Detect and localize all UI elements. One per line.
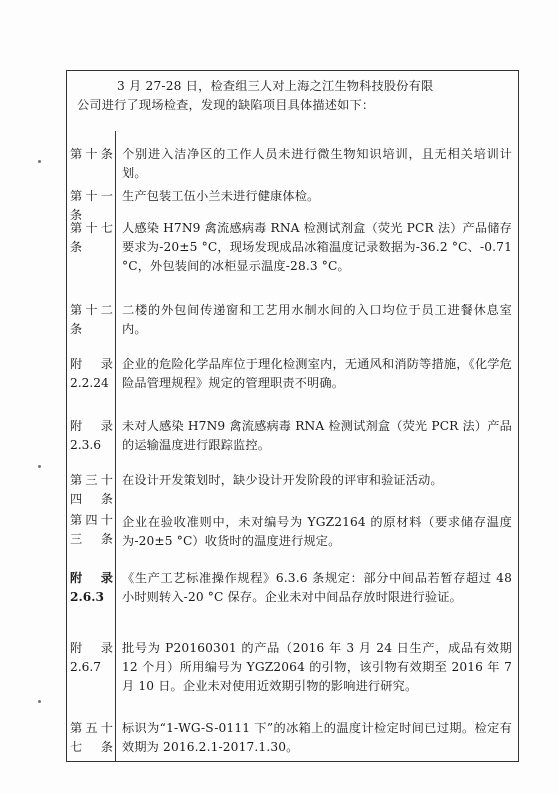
intro-line-2: 公司进行了现场检查，发现的缺陷项目具体描述如下： [77,98,375,112]
inspection-table [66,70,519,762]
defect-row [67,131,518,179]
clause-label: 第十七条 [67,205,116,287]
clause-label: 第十二条 [67,287,116,345]
scan-mark [38,700,41,703]
defect-row [67,461,518,507]
defect-row [67,507,518,555]
scan-mark [38,160,41,163]
defect-description: 批号为 P20160301 的产品（2016 年 3 月 24 日生产，成品有效期 12 个月）所用编号为 YGZ2064 的引物，该引物有效期至 2016 年 7 月 10 日。企业未对使用近效期引物的影响进行研究。 [122,641,512,693]
defect-description: 未对人感染 H7N9 禽流感病毒 RNA 检测试剂盒（荧光 PCR 法）产品的运输温度进行跟踪监控。 [122,419,512,452]
defect-description: 企业在验收准则中，未对编号为 YGZ2164 的原材料（要求储存温度为-20±5 °C）收货时的温度进行规定。 [122,515,512,548]
clause-label: 附 录 2.6.7 [67,623,116,707]
clause-label: 第四十三条 [67,507,116,555]
scan-mark [38,465,41,468]
clause-label: 附 录 2.3.6 [67,405,116,461]
defect-row [67,205,518,287]
intro-paragraph [67,71,518,131]
defect-row [67,707,518,761]
defect-row [67,555,518,623]
defect-description: 《生产工艺标准操作规程》6.3.6 条规定：部分中间品若暂存超过 48 小时则转入-20 °C 保存。企业未对中间品存放时限进行验证。 [122,571,512,604]
defect-description: 个别进入洁净区的工作人员未进行微生物知识培训，且无相关培训计划。 [122,147,512,180]
defect-description: 生产包装工伍小兰未进行健康体检。 [122,189,320,203]
defect-row [67,345,518,405]
clause-label: 第十一条 [67,179,116,205]
defect-row [67,405,518,461]
clause-label: 附 录 2.2.24 [67,345,116,405]
clause-label: 附 录 2.6.3 [67,555,116,623]
clause-label: 第十条 [67,131,116,179]
defect-description: 企业的危险化学品库位于理化检测室内，无通风和消防等措施，《化学危险品管理规程》规定的管理职责不明确。 [122,357,512,390]
defect-row [67,287,518,345]
clause-label: 第三十四条 [67,461,116,507]
defect-description: 人感染 H7N9 禽流感病毒 RNA 检测试剂盒（荧光 PCR 法）产品储存要求为-20±5 °C，现场发现成品冰箱温度记录数据为-36.2 °C、-0.71 °C，外包装间的冰柜显示温度-28.3 °C。 [122,221,512,273]
defect-list [67,131,518,761]
intro-line-1: 3 月 27-28 日，检查组三人对上海之江生物科技股份有限 [117,79,434,93]
clause-label: 第五十七条 [67,707,116,761]
defect-row [67,623,518,707]
defect-description: 标识为“1-WG-S-0111 下”的冰箱上的温度计检定时间已过期。检定有效期为 2016.2.1-2017.1.30。 [122,721,512,754]
defect-row [67,179,518,222]
defect-description: 二楼的外包间传递窗和工艺用水制水间的入口均位于员工进餐休息室内。 [122,303,512,336]
defect-description: 在设计开发策划时，缺少设计开发阶段的评审和验证活动。 [122,473,443,487]
